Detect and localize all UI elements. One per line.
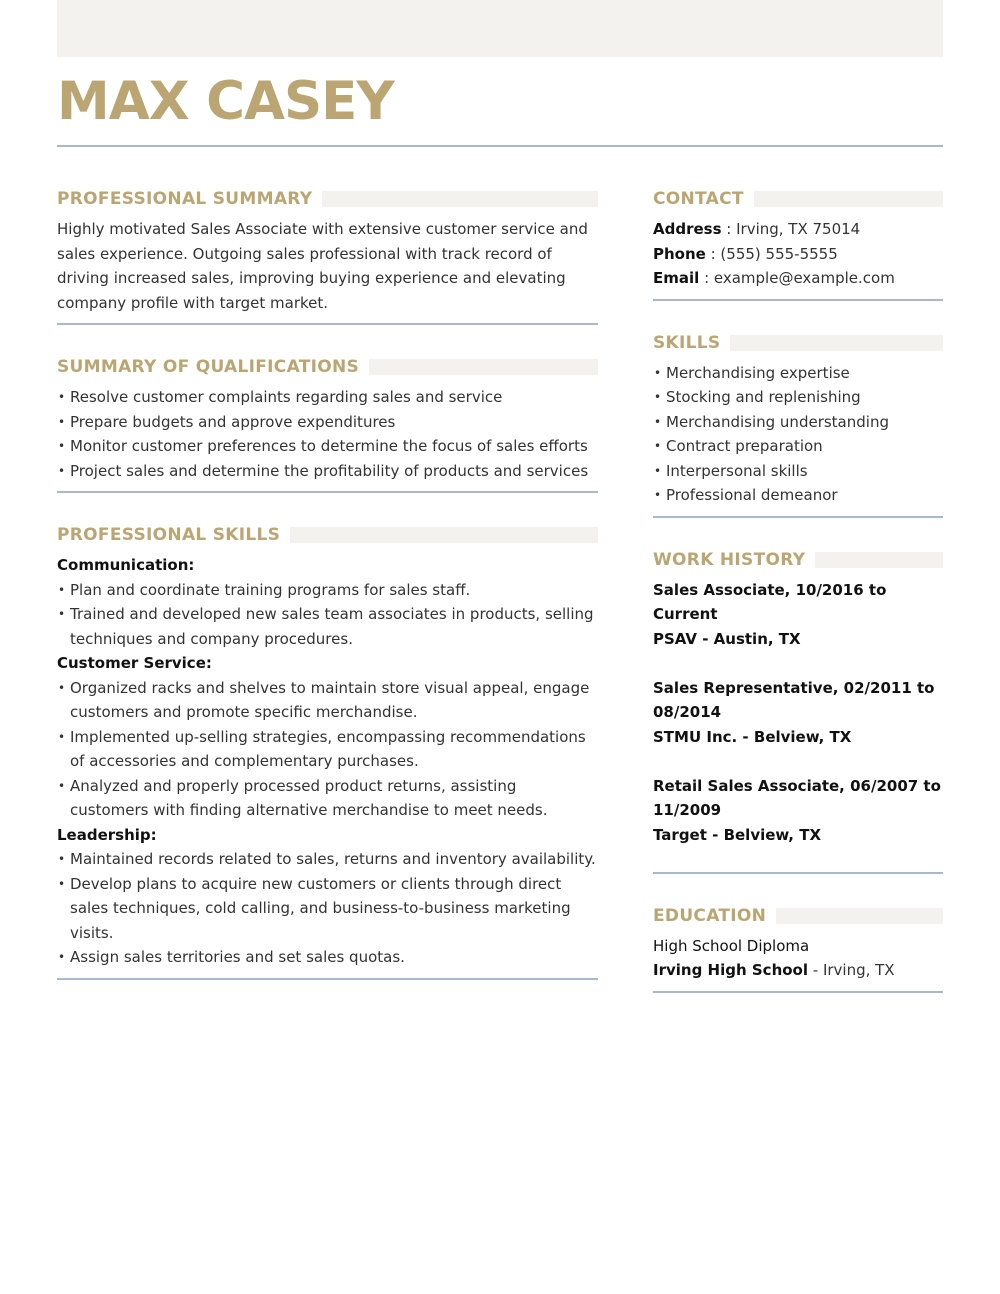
skill-group-list [57, 847, 598, 970]
left-column [57, 185, 598, 1008]
list-item-text: Organized racks and shelves to maintain store visual appeal, engage customers and promote specific merchandise. [70, 678, 590, 721]
bullet-icon: • [58, 390, 66, 404]
list-item [57, 847, 598, 872]
work-history-title: WORK HISTORY [653, 549, 806, 570]
list-item [57, 676, 598, 725]
bullet-icon: • [58, 414, 66, 429]
heading-bar [815, 552, 943, 568]
contact-title: CONTACT [653, 189, 744, 209]
list-item [57, 872, 598, 946]
section-divider [653, 872, 943, 874]
bullet-icon: • [654, 365, 662, 380]
qualifications-title: SUMMARY OF QUALIFICATIONS [57, 357, 360, 377]
list-item-text: Stocking and replenishing [666, 388, 861, 406]
job-entry [653, 676, 943, 750]
education-title: EDUCATION [653, 905, 767, 926]
contact-section [653, 185, 943, 301]
heading-bar [369, 359, 598, 375]
education-school: Irving High School [653, 961, 808, 979]
section-heading [653, 902, 943, 930]
list-item-text: Monitor customer preferences to determine the focus of sales efforts [70, 437, 588, 455]
bullet-icon: • [58, 778, 66, 793]
list-item-text: Prepare budgets and approve expenditures [70, 412, 396, 431]
work-history-section [653, 546, 943, 874]
education-location: - Irving, TX [808, 961, 895, 979]
skill-group-heading: Communication: [57, 556, 195, 574]
job-company: Target - Belview, TX [653, 825, 822, 844]
list-item-text: Analyzed and properly processed product returns, assisting customers with finding alternative merchandise to meet needs. [70, 776, 548, 819]
bullet-icon: • [58, 680, 66, 695]
list-item [653, 459, 943, 484]
section-divider [57, 491, 598, 493]
section-divider [57, 978, 598, 980]
job-entry [653, 774, 943, 848]
professional-skills-section [57, 521, 598, 980]
address-label: Address [653, 220, 722, 238]
list-item-text: Interpersonal skills [666, 461, 808, 480]
list-item [57, 774, 598, 823]
qualifications-section [57, 353, 598, 493]
list-item-text: Contract preparation [666, 437, 823, 455]
bullet-icon: • [58, 729, 66, 744]
professional-skills-title: PROFESSIONAL SKILLS [57, 525, 281, 545]
list-item [57, 385, 598, 410]
skills-list [653, 361, 943, 508]
right-column [653, 185, 943, 1021]
section-heading [653, 329, 943, 357]
section-divider [653, 299, 943, 301]
list-item-text: Merchandising expertise [666, 363, 850, 382]
header-band [57, 0, 943, 57]
bullet-icon: • [58, 607, 66, 621]
education-section [653, 902, 943, 993]
bullet-icon: • [58, 439, 66, 453]
email-label: Email [653, 269, 700, 287]
qualifications-list [57, 385, 598, 483]
list-item [57, 459, 598, 484]
heading-bar [730, 335, 943, 351]
list-item-text: Trained and developed new sales team associates in products, selling techniques and company procedures. [70, 605, 594, 648]
bullet-icon: • [654, 414, 662, 429]
list-item [57, 434, 598, 459]
bullet-icon: • [654, 390, 662, 404]
job-company: STMU Inc. - Belview, TX [653, 727, 852, 746]
job-role: Sales Associate, 10/2016 to Current [653, 580, 887, 623]
candidate-name: MAX CASEY [57, 71, 394, 132]
list-item-text: Implemented up-selling strategies, encompassing recommendations of accessories and complementary purchases. [70, 727, 586, 770]
skill-group-heading: Customer Service: [57, 654, 212, 672]
list-item-text: Develop plans to acquire new customers or clients through direct sales techniques, cold calling, and business-to-business marketing visits. [70, 874, 571, 942]
professional-summary-section [57, 185, 598, 325]
job-role: Sales Representative, 02/2011 to 08/2014 [653, 678, 935, 721]
list-item-text: Plan and coordinate training programs for sales staff. [70, 580, 471, 599]
job-company: PSAV - Austin, TX [653, 629, 801, 648]
section-divider [57, 323, 598, 325]
bullet-icon: • [58, 582, 66, 597]
list-item-text: Professional demeanor [666, 486, 838, 504]
phone-value: : (555) 555-5555 [705, 244, 838, 263]
list-item-text: Merchandising understanding [666, 412, 889, 431]
section-heading [57, 353, 598, 381]
list-item [653, 385, 943, 410]
list-item-text: Assign sales territories and set sales quotas. [70, 948, 405, 966]
bullet-icon: • [654, 488, 662, 502]
list-item-text: Maintained records related to sales, returns and inventory availability. [70, 850, 596, 868]
heading-bar [322, 191, 598, 207]
address-value: : Irving, TX 75014 [721, 220, 861, 238]
list-item [57, 602, 598, 651]
contact-address [653, 217, 943, 242]
list-item [57, 725, 598, 774]
heading-bar [754, 191, 943, 207]
list-item [653, 483, 943, 508]
skill-group-heading: Leadership: [57, 825, 157, 844]
bullet-icon: • [654, 463, 662, 478]
list-item-text: Resolve customer complaints regarding sales and service [70, 388, 503, 406]
phone-label: Phone [653, 244, 706, 263]
list-item-text: Project sales and determine the profitability of products and services [70, 461, 589, 480]
section-heading [57, 185, 598, 213]
list-item [653, 410, 943, 435]
education-school-line [653, 958, 943, 983]
contact-phone [653, 242, 943, 267]
bullet-icon: • [58, 852, 66, 866]
education-degree: High School Diploma [653, 936, 810, 955]
list-item [57, 578, 598, 603]
job-role: Retail Sales Associate, 06/2007 to 11/2009 [653, 776, 941, 819]
section-divider [653, 991, 943, 993]
heading-bar [776, 908, 943, 924]
bullet-icon: • [58, 876, 66, 891]
section-heading [57, 521, 598, 549]
heading-bar [290, 527, 598, 543]
bullet-icon: • [58, 463, 66, 478]
skills-section [653, 329, 943, 518]
bullet-icon: • [654, 439, 662, 453]
list-item [653, 361, 943, 386]
professional-summary-title: PROFESSIONAL SUMMARY [57, 189, 313, 209]
bullet-icon: • [58, 950, 66, 964]
skill-group-list [57, 578, 598, 652]
skill-group-list [57, 676, 598, 823]
section-divider [653, 516, 943, 518]
job-entry [653, 578, 943, 652]
section-heading [653, 546, 943, 574]
list-item [653, 434, 943, 459]
header-divider [57, 145, 943, 147]
professional-summary-text: Highly motivated Sales Associate with extensive customer service and sales experience. Outgoing sales professional with track record of driving increased sales, improving buying experience and elevating company profile with target market. [57, 220, 588, 312]
list-item [57, 945, 598, 970]
skills-title: SKILLS [653, 332, 721, 353]
email-value: : example@example.com [699, 269, 895, 287]
section-heading [653, 185, 943, 213]
list-item [57, 410, 598, 435]
contact-email [653, 266, 943, 291]
